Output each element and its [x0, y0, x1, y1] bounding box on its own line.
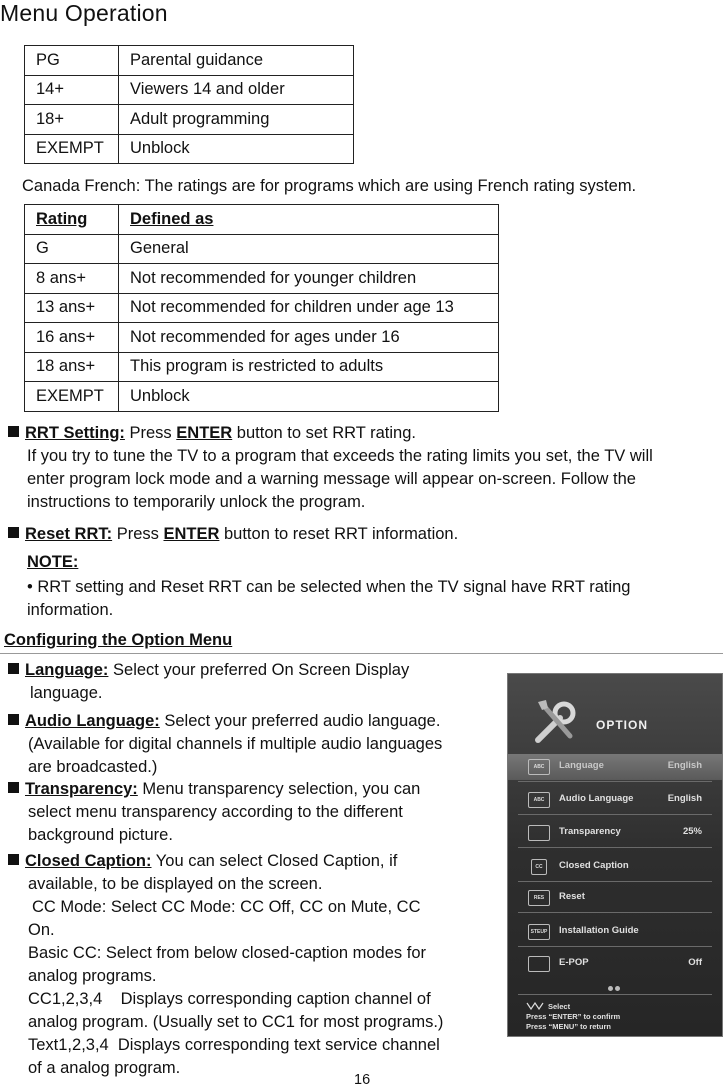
osd-separator: [518, 946, 712, 947]
paragraph-line: (Available for digital channels if multiple audio languages: [28, 735, 443, 753]
audio-language-item: [8, 710, 498, 779]
rating-cell: EXEMPT: [25, 134, 119, 164]
paragraph-line: select menu transparency according to the different: [28, 803, 403, 821]
definition-cell: Not recommended for ages under 16: [119, 323, 499, 353]
paragraph-line: background picture.: [28, 826, 173, 844]
square-bullet-icon: [8, 527, 19, 538]
page-heading: Menu Operation: [0, 0, 168, 26]
osd-separator: [518, 881, 712, 882]
square-bullet-icon: [8, 663, 19, 674]
reset-icon: RES: [528, 890, 550, 906]
reset-rrt-term: Reset RRT:: [25, 525, 113, 543]
osd-item-label: Closed Caption: [559, 860, 629, 871]
table-row: [25, 323, 499, 353]
osd-item-language[interactable]: [508, 754, 722, 780]
rating-cell: 13 ans+: [25, 293, 119, 323]
definition-cell: Adult programming: [119, 105, 354, 135]
closed-caption-term: Closed Caption:: [25, 852, 152, 870]
paragraph-line: information.: [27, 601, 114, 619]
cart-icon: [528, 956, 550, 972]
canada-french-note: Canada French: The ratings are for programs which are using French rating system.: [22, 177, 637, 195]
language-term: Language:: [25, 661, 109, 679]
enter-key-label: ENTER: [163, 525, 220, 543]
definition-cell: Not recommended for younger children: [119, 264, 499, 294]
definition-cell: Unblock: [119, 134, 354, 164]
osd-item-audio-language[interactable]: [508, 787, 722, 813]
definition-cell: This program is restricted to adults: [119, 352, 499, 382]
osd-separator: [518, 847, 712, 848]
rating-cell: G: [25, 234, 119, 264]
closed-caption-icon: CC: [531, 859, 547, 875]
paragraph-line: analog programs.: [28, 967, 157, 985]
note-label: NOTE:: [27, 553, 79, 571]
paragraph-line: enter program lock mode and a warning message will appear on-screen. Follow the: [27, 470, 636, 488]
transparency-term: Transparency:: [25, 780, 138, 798]
paragraph-line: CC Mode: Select CC Mode: CC Off, CC on Mute, CC: [32, 898, 421, 916]
paragraph-line: available, to be displayed on the screen.: [28, 875, 323, 893]
rating-cell: 14+: [25, 75, 119, 105]
osd-item-reset[interactable]: [508, 885, 722, 911]
reset-rrt-item: [8, 523, 458, 546]
osd-item-label: Transparency: [559, 826, 621, 837]
table-row: [25, 264, 499, 294]
language-item: [8, 659, 498, 705]
enter-key-label: ENTER: [176, 424, 233, 442]
osd-separator: [518, 814, 712, 815]
rating-cell: EXEMPT: [25, 382, 119, 412]
osd-item-value: English: [667, 793, 702, 804]
osd-separator: [518, 994, 712, 995]
square-bullet-icon: [8, 714, 19, 725]
speaker-icon: ABC: [528, 792, 550, 808]
table-row: [25, 134, 354, 164]
osd-item-value: English: [667, 760, 702, 771]
rating-cell: 18 ans+: [25, 352, 119, 382]
rating-cell: 16 ans+: [25, 323, 119, 353]
page-number: 16: [354, 1072, 371, 1088]
definition-cell: General: [119, 234, 499, 264]
osd-item-label: E-POP: [559, 957, 589, 968]
transparency-icon: [528, 825, 550, 841]
osd-footer-return: Press “MENU” to return: [526, 1022, 612, 1031]
table-row: [25, 293, 499, 323]
osd-item-label: Reset: [559, 891, 585, 902]
language-icon: ABC: [528, 759, 550, 775]
definition-cell: Parental guidance: [119, 46, 354, 76]
table-row: [25, 234, 499, 264]
tools-icon: [530, 696, 582, 748]
paragraph-line: Menu transparency selection, you can: [142, 780, 421, 798]
paragraph-line: Select your preferred audio language.: [164, 712, 441, 730]
osd-footer-select: Select: [548, 1002, 571, 1011]
rating-cell: 8 ans+: [25, 264, 119, 294]
paragraph-line: Text1,2,3,4 Displays corresponding text service channel: [28, 1036, 440, 1054]
osd-item-installation-guide[interactable]: [508, 919, 722, 945]
table-header-row: [25, 205, 499, 235]
square-bullet-icon: [8, 426, 19, 437]
paragraph-line: analog program. (Usually set to CC1 for most programs.): [28, 1013, 444, 1031]
osd-title: OPTION: [596, 718, 649, 732]
rrt-setting-item: [8, 422, 416, 445]
definition-cell: Viewers 14 and older: [119, 75, 354, 105]
osd-footer-confirm: Press “ENTER” to confirm: [526, 1012, 621, 1021]
table-row: [25, 75, 354, 105]
column-header-defined-as: Defined as: [119, 205, 499, 235]
reset-rrt-desc: button to reset RRT information.: [224, 525, 459, 543]
square-bullet-icon: [8, 854, 19, 865]
rating-cell: 18+: [25, 105, 119, 135]
osd-separator: [518, 912, 712, 913]
transparency-item: [8, 778, 498, 847]
osd-item-value: 25%: [682, 826, 702, 837]
osd-item-value: Off: [688, 957, 702, 968]
osd-item-label: Language: [559, 760, 604, 771]
osd-option-menu: [507, 673, 723, 1037]
paragraph-line: Select your preferred On Screen Display: [113, 661, 410, 679]
table-row: [25, 105, 354, 135]
osd-item-e-pop[interactable]: [508, 951, 722, 977]
osd-item-closed-caption[interactable]: [508, 854, 722, 880]
definition-cell: Unblock: [119, 382, 499, 412]
square-bullet-icon: [8, 782, 19, 793]
osd-item-transparency[interactable]: [508, 820, 722, 846]
paragraph-line: Basic CC: Select from below closed-caption modes for: [28, 944, 426, 962]
rrt-setting-term: RRT Setting:: [25, 424, 125, 442]
osd-item-label: Installation Guide: [559, 925, 639, 936]
table-row: [25, 352, 499, 382]
paragraph-line: • RRT setting and Reset RRT can be selected when the TV signal have RRT rating: [27, 578, 631, 596]
rating-table-us: [24, 45, 354, 164]
rrt-setting-details: [27, 445, 653, 514]
definition-cell: Not recommended for children under age 13: [119, 293, 499, 323]
column-header-rating: Rating: [25, 205, 119, 235]
table-row: [25, 46, 354, 76]
rating-cell: PG: [25, 46, 119, 76]
paragraph-line: CC1,2,3,4 Displays corresponding caption channel of: [28, 990, 431, 1008]
table-row: [25, 382, 499, 412]
press-text: Press: [129, 424, 172, 442]
rating-table-canada-french: [24, 204, 499, 412]
option-menu-section-title: Configuring the Option Menu: [4, 631, 233, 649]
note-block: [27, 551, 630, 622]
paragraph-line: If you try to tune the TV to a program that exceeds the rating limits you set, the TV will: [27, 447, 653, 465]
paragraph-line: On.: [28, 921, 55, 939]
paragraph-line: of a analog program.: [28, 1059, 181, 1077]
paragraph-line: You can select Closed Caption, if: [155, 852, 398, 870]
rrt-setting-desc: button to set RRT rating.: [236, 424, 416, 442]
audio-language-term: Audio Language:: [25, 712, 160, 730]
navigate-arrows-icon: [526, 1002, 544, 1010]
setup-icon: STEUP: [528, 924, 550, 940]
paragraph-line: are broadcasted.): [28, 758, 158, 776]
section-divider: [0, 653, 723, 654]
paragraph-line: language.: [30, 684, 103, 702]
closed-caption-item: [8, 850, 498, 1080]
osd-item-label: Audio Language: [559, 793, 634, 804]
press-text: Press: [116, 525, 159, 543]
osd-separator: [518, 781, 712, 782]
paragraph-line: instructions to temporarily unlock the program.: [27, 493, 366, 511]
